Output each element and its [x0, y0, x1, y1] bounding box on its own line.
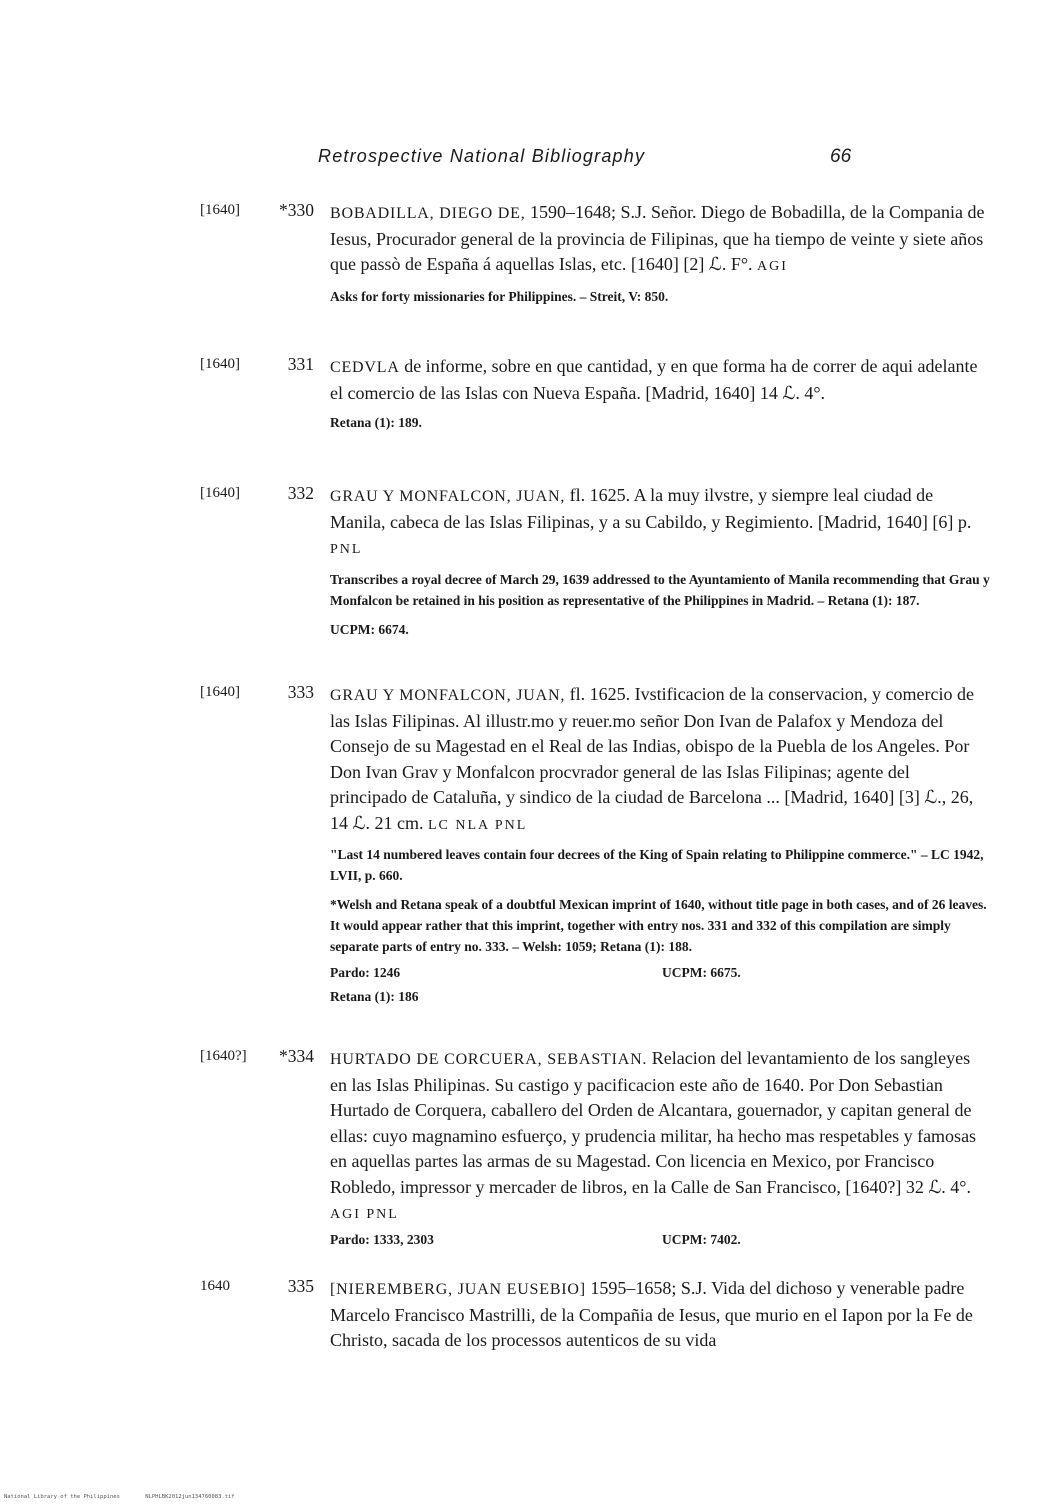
scan-footer	[4, 1494, 257, 1500]
entry-description: fl. 1625. Ivstificacion de la conservacion, y comercio de las Islas Filipinas. Al illustr.mo y reuer.mo señor Don Ivan de Palafox y Mendoza del Consejo de su Magestad en el Real de las Indias, obispo de la Puebla de los Angeles. Por Don Ivan Grav y Monfalcon procvrador general de las Islas Filipinas; agente del principado de Cataluña, y sindico de la ciudad de Barcelona ... [Madrid, 1640] [3] ℒ., 26, 14 ℒ. 21 cm.	[330, 684, 975, 833]
entry-body	[330, 200, 990, 307]
entry-body	[330, 354, 990, 433]
entry-ref-left: Pardo: 1246	[330, 965, 401, 980]
entry-main-text	[330, 1276, 990, 1354]
entry-ref-right: UCPM: 6675.	[662, 965, 741, 980]
entry-note: Retana (1): 189.	[330, 415, 422, 430]
entry-author: BOBADILLA, DIEGO DE,	[330, 205, 526, 222]
entry-description: 1595–1658; S.J. Vida del dichoso y venerable padre Marcelo Francisco Mastrilli, de la Compañia de Iesus, que murio en el Iapon por la Fe de Christo, sacada de los processos autenticos de su vida	[330, 1278, 973, 1350]
entry-locations: LC NLA PNL	[427, 817, 528, 833]
entry-note: UCPM: 6674.	[330, 621, 409, 637]
entry-note: Transcribes a royal decree of March 29, 1639 addressed to the Ayuntamiento of Manila recommending that Grau y Monfalcon be retained in his position as representative of the Philippines in Madrid. – Retana (1): 187.	[330, 571, 990, 608]
entry-ref-right: UCPM: 7402.	[662, 1231, 741, 1247]
entry-year: [1640?]	[200, 1048, 247, 1064]
entry-description: 1590–1648; S.J. Señor. Diego de Bobadilla, de la Compania de Iesus, Procurador general de la provincia de Filipinas, que ha tiempo de veinte y siete años que passò de España á aquellas Islas, etc. [1640] [2] ℒ. F°.	[330, 202, 985, 274]
entry-year: [1640]	[200, 202, 240, 218]
page-header	[318, 146, 878, 176]
entry-author: [NIEREMBERG, JUAN EUSEBIO]	[330, 1281, 586, 1298]
entry-locations: AGI	[757, 259, 788, 274]
entry-ref-left-2: Retana (1): 186	[330, 989, 419, 1004]
entry-description: Relacion del levantamiento de los sangleyes en las Islas Philipinas. Su castigo y pacificacion este año de 1640. Por Don Sebastian Hurtado de Corquera, caballero del Orden de Alcantara, gouernador, y capitan general de ellas: cuyo magnamino esfuerço, y prudencia militar, ha hecho mas respetables y famosas en aquellas partes las armas de su Magestad. Con licencia en Mexico, por Francisco Robledo, impressor y mercader de libros, en la Calle de San Francisco, [1640?] 32 ℒ. 4°.	[330, 1048, 977, 1197]
scan-file: NLPHLBK2012jun134760083.tif	[145, 1494, 235, 1500]
entry-main-text	[330, 682, 990, 838]
entry-note: Asks for forty missionaries for Philippines. – Streit, V: 850.	[330, 288, 669, 304]
entry-description: de informe, sobre en que cantidad, y en que forma ha de correr de aqui adelante el comercio de las Islas con Nueva España. [Madrid, 1640] 14 ℒ. 4°.	[330, 356, 978, 403]
entry-author: GRAU Y MONFALCON, JUAN,	[330, 488, 566, 505]
entry-locations: PNL	[330, 542, 363, 557]
entry-year: [1640]	[200, 485, 240, 501]
entry-body	[330, 483, 990, 640]
entry-description: fl. 1625. A la muy ilvstre, y siempre leal ciudad de Manila, cabeca de las Islas Filipinas, y a su Cabildo, y Regimiento. [Madrid, 1640] [6] p.	[330, 485, 972, 532]
entry-body	[330, 1046, 990, 1253]
entry-year: [1640]	[200, 684, 240, 700]
entry-number: 333	[287, 682, 314, 702]
entry-note: *Welsh and Retana speak of a doubtful Mexican imprint of 1640, without title page in both cases, and of 26 leaves. It would appear rather that this imprint, together with entry nos. 331 and 332 of this compilation are simply separate parts of entry no. 333. – Welsh: 1059; Retana (1): 188.	[330, 897, 987, 954]
entry-number: 335	[287, 1276, 314, 1296]
entry-ref-left: Pardo: 1333, 2303	[330, 1231, 434, 1247]
entry-main-text	[330, 1046, 990, 1228]
entry-author: HURTADO DE CORCUERA, SEBASTIAN.	[330, 1051, 648, 1068]
entry-number: 332	[287, 483, 314, 503]
entry-body	[330, 682, 990, 1007]
entry-number: 331	[287, 354, 314, 374]
entry-main-text	[330, 354, 990, 406]
entry-number: *334	[279, 1046, 314, 1066]
entry-year: 1640	[200, 1278, 230, 1294]
entry-body	[330, 1276, 990, 1354]
entry-main-text	[330, 200, 990, 280]
running-title: Retrospective National Bibliography	[318, 146, 646, 166]
entry-locations: AGI PNL	[330, 1207, 399, 1222]
entry-references	[330, 1232, 990, 1253]
entry-note: "Last 14 numbered leaves contain four decrees of the King of Spain relating to Philippine commerce." – LC 1942, LVII, p. 660.	[330, 847, 984, 883]
entry-author: GRAU Y MONFALCON, JUAN,	[330, 687, 566, 704]
entry-number: *330	[279, 200, 314, 220]
entry-references	[330, 965, 990, 986]
scan-library: National Library of the Philippines	[4, 1494, 120, 1500]
page-number: 66	[830, 146, 852, 167]
entry-main-text	[330, 483, 990, 563]
entry-author: CEDVLA	[330, 359, 400, 376]
entry-year: [1640]	[200, 356, 240, 372]
